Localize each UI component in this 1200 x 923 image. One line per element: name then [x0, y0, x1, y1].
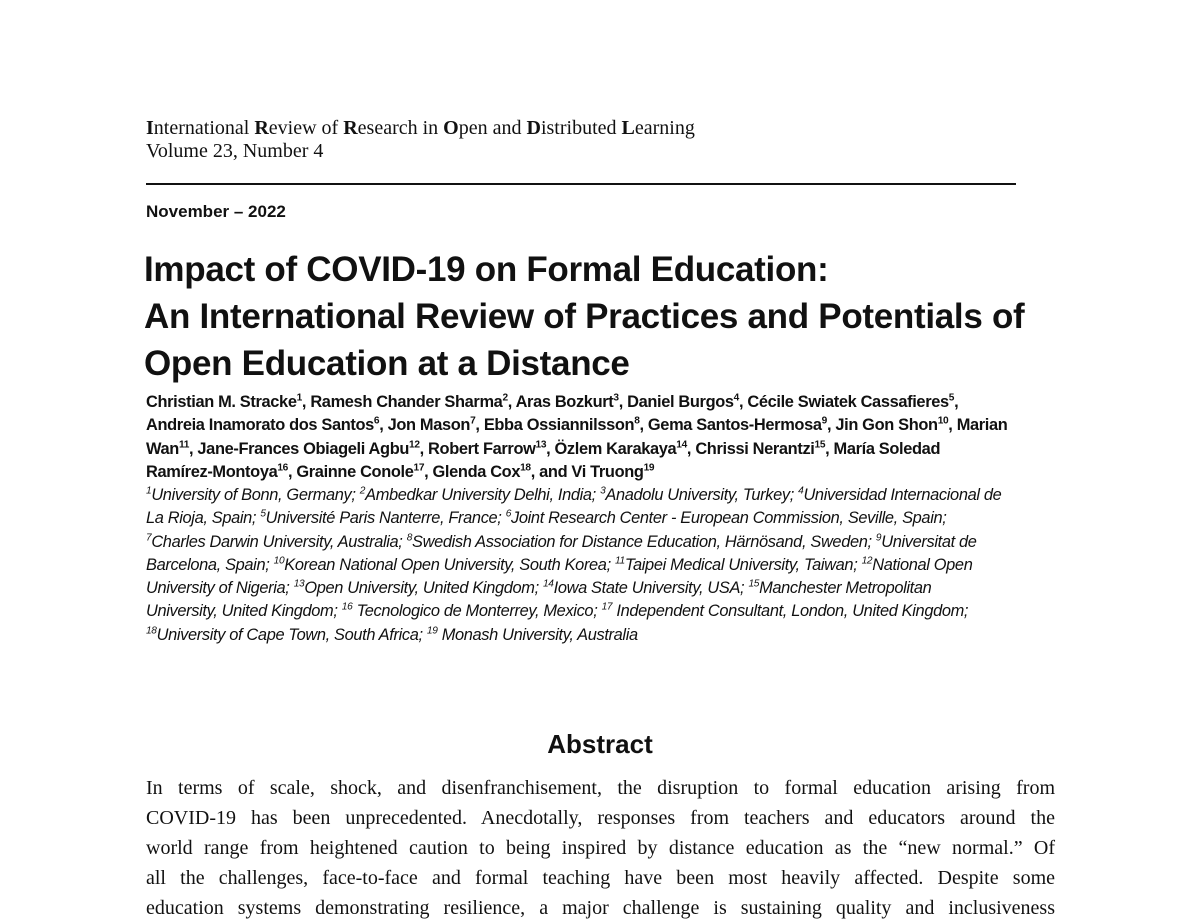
title-line: An International Review of Practices and Potentials of [144, 297, 1025, 336]
publication-date: November – 2022 [146, 202, 286, 221]
journal-volume: Volume 23, Number 4 [146, 140, 324, 162]
author-line: Andreia Inamorato dos Santos$^6$, Jon Mason$^7$, Ebba Ossiannilsson$^8$, Gema Santos-Hermosa$^9$, Jin Gon Shon$^{10}$, Marian [146, 415, 1008, 435]
abstract-line: COVID-19 has been unprecedented. Anecdotally, responses from teachers and educators around the [146, 807, 1055, 829]
author-list [146, 391, 1061, 484]
affiliation-line: University, United Kingdom; $^{16}$ Tecnologico de Monterrey, Mexico; $^{17}$ Independent Consultant, London, United Kingdom; [146, 602, 969, 621]
abstract-body [146, 773, 1055, 923]
title-line: Open Education at a Distance [144, 344, 630, 383]
affiliation-line: $^{18}$University of Cape Town, South Africa; $^{19}$ Monash University, Australia [146, 625, 638, 644]
paper-title [144, 246, 1104, 387]
affiliation-line: $^1$University of Bonn, Germany; $^2$Ambedkar University Delhi, India; $^3$Anadolu University, Turkey; $^4$Universidad Internacional de [146, 485, 1002, 504]
affiliation-line: $^7$Charles Darwin University, Australia; $^8$Swedish Association for Distance Education, Härnösand, Sweden; $^9$Universitat de [146, 532, 977, 551]
abstract-heading: Abstract [547, 729, 653, 759]
header-rule [146, 183, 1016, 185]
affiliation-line: Barcelona, Spain; $^{10}$Korean National Open University, South Korea; $^{11}$Taipei Medical University, Taiwan; $^{12}$National Open [146, 555, 973, 574]
author-line: Christian M. Stracke$^1$, Ramesh Chander Sharma$^2$, Aras Bozkurt$^3$, Daniel Burgos$^4$, Cécile Swiatek Cassafieres$^5$, [146, 392, 959, 411]
abstract-line: education systems demonstrating resilience, a major challenge is sustaining quality and inclusiveness [146, 897, 1055, 919]
affiliation-line: La Rioja, Spain; $^5$Université Paris Nanterre, France; $^6$Joint Research Center - European Commission, Seville, Spain; [146, 508, 947, 528]
author-line: Wan$^{11}$, Jane-Frances Obiageli Agbu$^{12}$, Robert Farrow$^{13}$, Özlem Karakaya$^{14}$, Chrissi Nerantzi$^{15}$, María Soledad [146, 439, 941, 458]
author-line: Ramírez-Montoya$^{16}$, Grainne Conole$^{17}$, Glenda Cox$^{18}$, and Vi Truong$^{19}$ [146, 462, 655, 481]
abstract-line: world range from heightened caution to being inspired by distance education as the “new normal.” Of [146, 837, 1055, 859]
abstract-line: In terms of scale, shock, and disenfranchisement, the disruption to formal education arising from [146, 777, 1055, 799]
title-line: Impact of COVID-19 on Formal Education: [144, 250, 829, 289]
affiliation-list [146, 484, 1061, 647]
journal-header [146, 117, 695, 163]
abstract-line: all the challenges, face-to-face and formal teaching have been most heavily affected. Despite some [146, 867, 1055, 889]
affiliation-line: University of Nigeria; $^{13}$Open University, United Kingdom; $^{14}$Iowa State University, USA; $^{15}$Manchester Metropolitan [146, 578, 932, 598]
journal-name: International Review of Research in Open and Distributed Learning [146, 117, 695, 139]
